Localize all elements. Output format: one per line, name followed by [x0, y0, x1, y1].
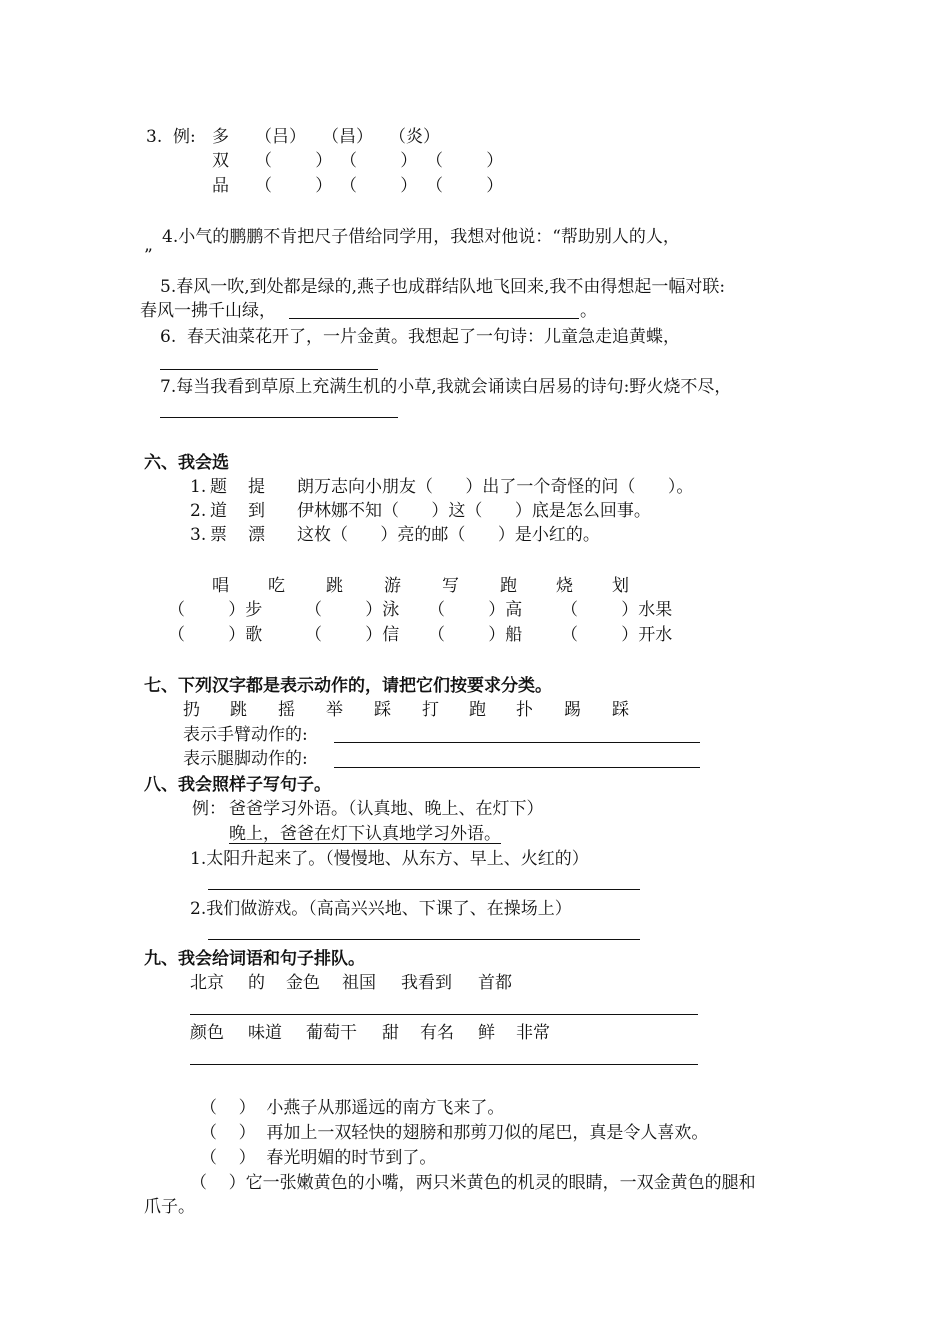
- s9-word: 祖国: [342, 973, 376, 993]
- s9-word: 味道: [248, 1023, 282, 1043]
- s6-pair[interactable]: （ ）泳: [305, 600, 400, 620]
- q7-answer-line[interactable]: [160, 417, 398, 418]
- s6-pair[interactable]: （ ）水果: [561, 600, 673, 620]
- q3-blank[interactable]: （ ）: [426, 176, 504, 196]
- s9-sentence-continued: 爪子。: [144, 1197, 195, 1217]
- q3-label: 3. 例:: [146, 127, 196, 147]
- q6-text: 6. 春天油菜花开了，一片金黄。我想起了一句诗：儿童急走追黄蝶，: [160, 327, 681, 347]
- s6-sentence: 这枚（ ）亮的邮（ ）是小红的。: [297, 525, 600, 545]
- s6-pair[interactable]: （ ）歌: [168, 625, 263, 645]
- s6-item-num: 1.: [190, 477, 207, 497]
- s6-choice-char: 提: [248, 477, 265, 497]
- s6-pair[interactable]: （ ）高: [428, 600, 523, 620]
- q5-text: 5.春风一吹,到处都是绿的,燕子也成群结队地飞回来,我不由得想起一幅对联:: [160, 277, 726, 297]
- s6-pair[interactable]: （ ）步: [168, 600, 263, 620]
- s9-sentence[interactable]: （ ）它一张嫩黄色的小嘴，两只米黄色的机灵的眼睛，一双金黄色的腿和: [190, 1173, 756, 1193]
- s9-word: 首都: [478, 973, 512, 993]
- s8-q2-answer-line[interactable]: [208, 939, 640, 940]
- s9-sentence[interactable]: （ ） 春光明媚的时节到了。: [200, 1148, 437, 1168]
- q3-blank[interactable]: （ ）: [340, 176, 418, 196]
- s7-char: 扑: [516, 700, 533, 720]
- s9-word: 葡萄干: [306, 1023, 357, 1043]
- s6-verb: 烧: [556, 576, 573, 596]
- s9-word: 颜色: [190, 1023, 224, 1043]
- q5-answer-line[interactable]: [289, 318, 579, 319]
- s9-word: 金色: [286, 973, 320, 993]
- s7-char: 摇: [278, 700, 295, 720]
- s8-example-sentence: 爸爸学习外语。（认真地、晚上、在灯下）: [229, 799, 544, 819]
- s6-choice-char: 票: [210, 525, 227, 545]
- s9-sentence[interactable]: （ ） 再加上一双轻快的翅膀和那剪刀似的尾巴，真是令人喜欢。: [200, 1123, 709, 1143]
- s9-sentence[interactable]: （ ） 小燕子从那遥远的南方飞来了。: [200, 1098, 505, 1118]
- s6-pair[interactable]: （ ）船: [428, 625, 523, 645]
- s6-verb: 游: [384, 576, 401, 596]
- s7-char: 踩: [612, 700, 629, 720]
- q6-answer-line[interactable]: [160, 369, 378, 370]
- s8-example-label: 例：: [192, 799, 226, 819]
- s6-item-num: 3.: [190, 525, 207, 545]
- section-6-title: 六、我会选: [144, 453, 229, 473]
- q3-blank[interactable]: （ ）: [340, 151, 418, 171]
- s7-char: 举: [326, 700, 343, 720]
- s9-word: 甜: [382, 1023, 399, 1043]
- s9-word: 有名: [420, 1023, 454, 1043]
- s7-leg-answer-line[interactable]: [334, 767, 700, 768]
- s8-example-answer: 晚上，爸爸在灯下认真地学习外语。: [229, 824, 501, 844]
- s9-word: 的: [248, 973, 265, 993]
- s8-q2: 2.我们做游戏。（高高兴兴地、下课了、在操场上）: [190, 899, 572, 919]
- s6-item-num: 2.: [190, 501, 207, 521]
- s9-word: 北京: [190, 973, 224, 993]
- s8-q1-answer-line[interactable]: [208, 889, 640, 890]
- q3-row-char: 品: [212, 176, 229, 196]
- s9-answer-line-1[interactable]: [190, 1014, 698, 1015]
- q3-blank[interactable]: （ ）: [426, 151, 504, 171]
- s7-char: 踢: [564, 700, 581, 720]
- section-8-title: 八、我会照样子写句子。: [144, 775, 331, 795]
- q3-example-answer: （炎）: [389, 127, 440, 147]
- s6-sentence: 朗万志向小朋友（ ）出了一个奇怪的问（ ）。: [297, 477, 694, 497]
- section-9-title: 九、我会给词语和句子排队。: [144, 949, 365, 969]
- s7-arm-answer-line[interactable]: [334, 742, 700, 743]
- q3-example-answer: （昌）: [322, 127, 373, 147]
- s8-q1: 1.太阳升起来了。（慢慢地、从东方、早上、火红的）: [190, 849, 589, 869]
- s6-verb: 写: [442, 576, 459, 596]
- s6-pair[interactable]: （ ）信: [305, 625, 400, 645]
- s7-leg-label: 表示腿脚动作的:: [183, 749, 308, 769]
- s9-word: 鲜: [478, 1023, 495, 1043]
- s9-answer-line-2[interactable]: [190, 1064, 698, 1065]
- q3-blank[interactable]: （ ）: [255, 151, 333, 171]
- s6-verb: 吃: [268, 576, 285, 596]
- s9-word: 非常: [516, 1023, 550, 1043]
- q5-couplet-prefix: 春风一拂千山绿，: [140, 301, 276, 321]
- s7-char: 跑: [469, 700, 486, 720]
- section-7-title: 七、下列汉字都是表示动作的，请把它们按要求分类。: [144, 676, 552, 696]
- s6-verb: 跑: [500, 576, 517, 596]
- s6-choice-char: 漂: [248, 525, 265, 545]
- s6-choice-char: 道: [210, 501, 227, 521]
- q4-close-quote: ”: [144, 246, 153, 266]
- s7-char: 扔: [183, 700, 200, 720]
- s7-char: 跳: [230, 700, 247, 720]
- s6-verb: 唱: [212, 576, 229, 596]
- s6-verb: 跳: [326, 576, 343, 596]
- q3-blank[interactable]: （ ）: [255, 176, 333, 196]
- s6-pair[interactable]: （ ）开水: [561, 625, 673, 645]
- s6-choice-char: 题: [210, 477, 227, 497]
- s6-choice-char: 到: [248, 501, 265, 521]
- s6-sentence: 伊林娜不知（ ）这（ ）底是怎么回事。: [297, 501, 651, 521]
- q3-example-answer: （吕）: [255, 127, 306, 147]
- s9-word: 我看到: [401, 973, 452, 993]
- s6-verb: 划: [612, 576, 629, 596]
- s7-char: 踩: [374, 700, 391, 720]
- q3-row-char: 双: [212, 151, 229, 171]
- q4-text: 4.小气的鹏鹏不肯把尺子借给同学用，我想对他说：“帮助别人的人，: [162, 227, 680, 247]
- s7-arm-label: 表示手臂动作的:: [183, 725, 308, 745]
- q3-example-char: 多: [212, 127, 229, 147]
- q5-period: 。: [580, 301, 597, 321]
- s7-char: 打: [422, 700, 439, 720]
- q7-text: 7.每当我看到草原上充满生机的小草,我就会诵读白居易的诗句:野火烧不尽，: [160, 377, 732, 397]
